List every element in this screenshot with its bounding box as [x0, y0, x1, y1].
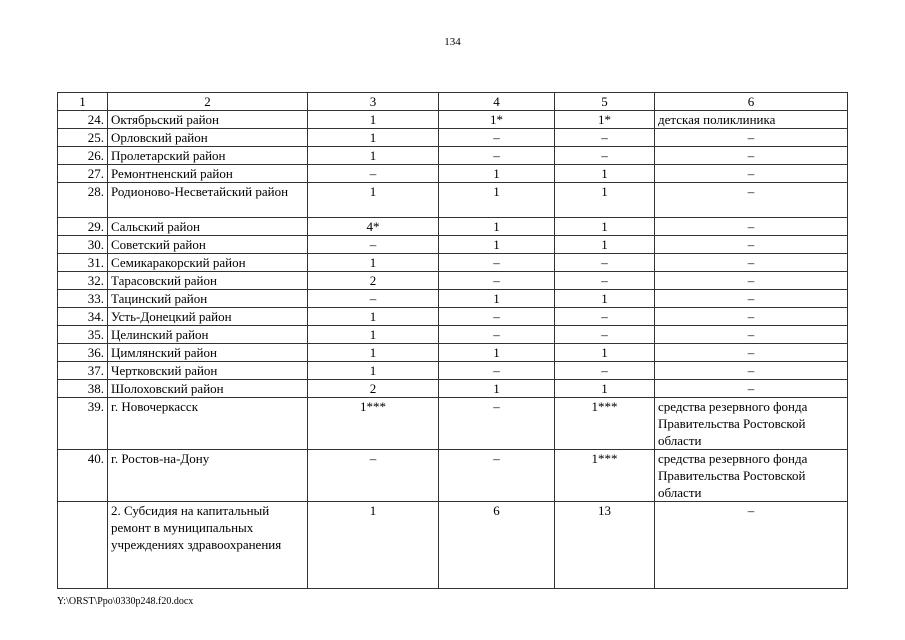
row-number-cell: 25.: [58, 129, 108, 147]
district-name-cell: г. Новочеркасск: [108, 398, 308, 450]
col4-cell: –: [439, 308, 555, 326]
row-number-cell: 27.: [58, 165, 108, 183]
col5-cell: –: [555, 272, 655, 290]
table-row: [58, 111, 848, 129]
page-number: 134: [444, 36, 461, 48]
district-name-cell: Чертковский район: [108, 362, 308, 380]
table-row: [58, 236, 848, 254]
note-cell: средства резервного фонда Правительства Ростовской области: [655, 398, 848, 450]
col3-cell: –: [308, 165, 439, 183]
col5-cell: 1*: [555, 111, 655, 129]
note-cell: детская поликлиника: [655, 111, 848, 129]
col3-cell: 1: [308, 147, 439, 165]
note-cell: –: [655, 254, 848, 272]
row-number-cell: [58, 502, 108, 589]
note-cell: –: [655, 236, 848, 254]
col5-cell: 1: [555, 290, 655, 308]
col3-cell: 1: [308, 344, 439, 362]
col4-cell: –: [439, 129, 555, 147]
note-cell: –: [655, 183, 848, 218]
table-header-row: [58, 93, 848, 111]
note-cell: –: [655, 147, 848, 165]
note-cell: –: [655, 165, 848, 183]
districts-table: [57, 92, 848, 589]
table-row: [58, 398, 848, 450]
row-number-cell: 35.: [58, 326, 108, 344]
header-cell-6: 6: [655, 93, 848, 111]
district-name-cell: Тарасовский район: [108, 272, 308, 290]
table-row: [58, 129, 848, 147]
row-number-cell: 31.: [58, 254, 108, 272]
note-cell: –: [655, 272, 848, 290]
row-number-cell: 33.: [58, 290, 108, 308]
col4-cell: –: [439, 326, 555, 344]
row-number-cell: 24.: [58, 111, 108, 129]
col4-cell: 1: [439, 218, 555, 236]
col5-cell: 1: [555, 183, 655, 218]
row-number-cell: 38.: [58, 380, 108, 398]
note-cell: –: [655, 129, 848, 147]
col5-cell: –: [555, 254, 655, 272]
district-name-cell: Пролетарский район: [108, 147, 308, 165]
note-cell: –: [655, 502, 848, 589]
row-number-cell: 32.: [58, 272, 108, 290]
note-cell: –: [655, 344, 848, 362]
row-number-cell: 26.: [58, 147, 108, 165]
col4-cell: 1: [439, 380, 555, 398]
row-number-cell: 29.: [58, 218, 108, 236]
table-row: [58, 326, 848, 344]
col5-cell: –: [555, 147, 655, 165]
col4-cell: –: [439, 450, 555, 502]
table-row: [58, 218, 848, 236]
row-number-cell: 30.: [58, 236, 108, 254]
district-name-cell: Октябрьский район: [108, 111, 308, 129]
col5-cell: –: [555, 362, 655, 380]
file-path-footer: Y:\ORST\Ppo\0330p248.f20.docx: [57, 596, 194, 607]
note-cell: –: [655, 380, 848, 398]
district-name-cell: Целинский район: [108, 326, 308, 344]
row-number-cell: 36.: [58, 344, 108, 362]
col3-cell: 1: [308, 111, 439, 129]
col5-cell: –: [555, 129, 655, 147]
table-row: [58, 147, 848, 165]
col5-cell: 13: [555, 502, 655, 589]
col5-cell: –: [555, 308, 655, 326]
district-name-cell: Тацинский район: [108, 290, 308, 308]
col4-cell: 1: [439, 344, 555, 362]
header-cell-1: 1: [58, 93, 108, 111]
col3-cell: –: [308, 290, 439, 308]
note-cell: –: [655, 362, 848, 380]
table-row: [58, 380, 848, 398]
row-number-cell: 39.: [58, 398, 108, 450]
header-cell-4: 4: [439, 93, 555, 111]
col3-cell: 1: [308, 183, 439, 218]
table-row: [58, 254, 848, 272]
table-row: [58, 450, 848, 502]
col3-cell: 1: [308, 326, 439, 344]
row-number-cell: 37.: [58, 362, 108, 380]
col3-cell: 1***: [308, 398, 439, 450]
note-cell: –: [655, 218, 848, 236]
district-name-cell: Цимлянский район: [108, 344, 308, 362]
col4-cell: –: [439, 398, 555, 450]
col3-cell: 1: [308, 129, 439, 147]
table-row: [58, 362, 848, 380]
district-name-cell: Орловский район: [108, 129, 308, 147]
col4-cell: 1: [439, 290, 555, 308]
col5-cell: 1***: [555, 398, 655, 450]
col4-cell: 1: [439, 183, 555, 218]
district-name-cell: Шолоховский район: [108, 380, 308, 398]
row-number-cell: 28.: [58, 183, 108, 218]
col5-cell: 1***: [555, 450, 655, 502]
col5-cell: 1: [555, 165, 655, 183]
header-cell-3: 3: [308, 93, 439, 111]
row-number-cell: 40.: [58, 450, 108, 502]
district-name-cell: г. Ростов-на-Дону: [108, 450, 308, 502]
col3-cell: –: [308, 236, 439, 254]
col5-cell: 1: [555, 218, 655, 236]
col3-cell: 1: [308, 254, 439, 272]
col3-cell: 2: [308, 380, 439, 398]
note-cell: средства резервного фонда Правительства Ростовской области: [655, 450, 848, 502]
col3-cell: 4*: [308, 218, 439, 236]
col5-cell: 1: [555, 236, 655, 254]
col3-cell: 2: [308, 272, 439, 290]
note-cell: –: [655, 308, 848, 326]
note-cell: –: [655, 290, 848, 308]
district-name-cell: Советский район: [108, 236, 308, 254]
district-name-cell: Ремонтненский район: [108, 165, 308, 183]
table-row: [58, 183, 848, 218]
col4-cell: 1*: [439, 111, 555, 129]
table-row: [58, 290, 848, 308]
col4-cell: 1: [439, 236, 555, 254]
col4-cell: –: [439, 362, 555, 380]
district-name-cell: 2. Субсидия на капитальный ремонт в муниципальных учреждениях здравоохранения: [108, 502, 308, 589]
col3-cell: 1: [308, 308, 439, 326]
col4-cell: 1: [439, 165, 555, 183]
col3-cell: 1: [308, 502, 439, 589]
table-row: [58, 272, 848, 290]
district-name-cell: Сальский район: [108, 218, 308, 236]
col3-cell: –: [308, 450, 439, 502]
table-row: [58, 502, 848, 589]
col5-cell: –: [555, 326, 655, 344]
district-name-cell: Родионово-Несветайский район: [108, 183, 308, 218]
col3-cell: 1: [308, 362, 439, 380]
row-number-cell: 34.: [58, 308, 108, 326]
col4-cell: –: [439, 272, 555, 290]
col5-cell: 1: [555, 380, 655, 398]
district-name-cell: Усть-Донецкий район: [108, 308, 308, 326]
col4-cell: 6: [439, 502, 555, 589]
note-cell: –: [655, 326, 848, 344]
col4-cell: –: [439, 147, 555, 165]
col4-cell: –: [439, 254, 555, 272]
header-cell-2: 2: [108, 93, 308, 111]
table-row: [58, 165, 848, 183]
col5-cell: 1: [555, 344, 655, 362]
table-row: [58, 308, 848, 326]
table-row: [58, 344, 848, 362]
header-cell-5: 5: [555, 93, 655, 111]
district-name-cell: Семикаракорский район: [108, 254, 308, 272]
